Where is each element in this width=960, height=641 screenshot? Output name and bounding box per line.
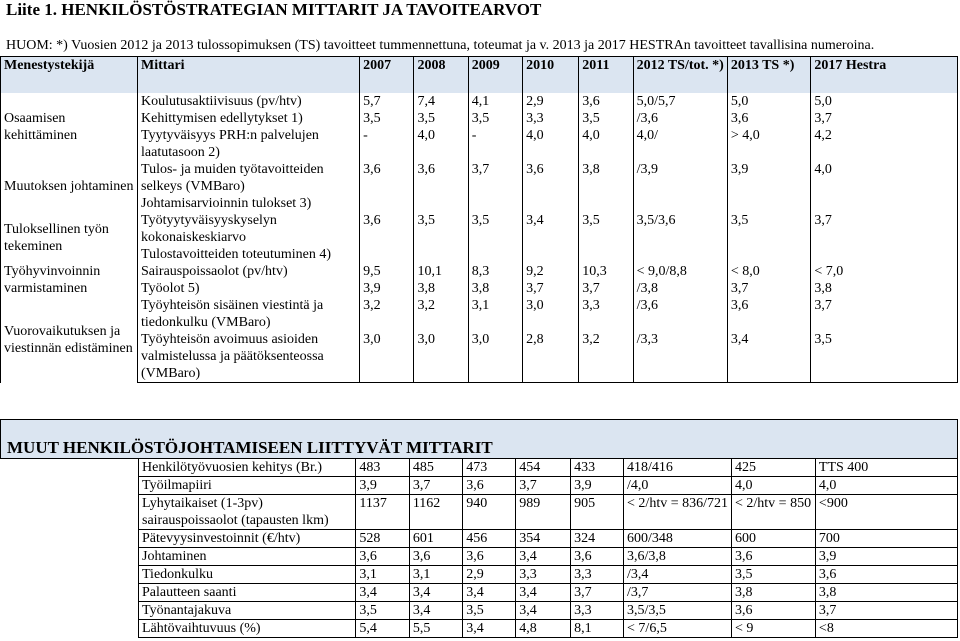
value-cell: 3,4 [409, 584, 462, 602]
header-cell: 2012 TS/tot. *) [633, 57, 727, 94]
table-row [139, 548, 958, 566]
value-cell: 3,8 [815, 584, 957, 602]
value-cell: 989 [516, 495, 571, 530]
value-cell: 4,1 [468, 93, 522, 110]
metric-cell: Palautteen saanti [139, 584, 356, 602]
value-cell: 3,6 [571, 548, 624, 566]
table-row [139, 459, 958, 477]
value-cell: < 9 [732, 620, 816, 638]
header-cell: 2008 [414, 57, 468, 94]
value-cell: > 4,0 [727, 127, 811, 161]
value-cell: /3,3 [633, 331, 727, 383]
value-cell: 3,4 [516, 584, 571, 602]
table-row [1, 212, 958, 246]
value-cell: 4,0 [732, 477, 816, 495]
value-cell: 3,6 [409, 548, 462, 566]
value-cell: 5,5 [409, 620, 462, 638]
value-cell: 3,4 [523, 212, 579, 246]
value-cell: 4,8 [516, 620, 571, 638]
value-cell: 5,0 [727, 93, 811, 110]
value-cell: 425 [732, 459, 816, 477]
value-cell: <900 [815, 495, 957, 530]
metric-cell: Työtyytyväisyyskyselyn kokonaiskeskiarvo [138, 212, 360, 246]
value-cell: 3,2 [360, 297, 414, 331]
value-cell: 485 [409, 459, 462, 477]
value-cell: 3,5 [468, 212, 522, 246]
value-cell: 3,7 [579, 280, 633, 297]
value-cell: 528 [356, 530, 409, 548]
value-cell [633, 246, 727, 263]
value-cell: 3,5 [727, 212, 811, 246]
value-cell: 3,5 [732, 566, 816, 584]
value-cell: 3,2 [579, 331, 633, 383]
value-cell: 3,6 [523, 161, 579, 195]
value-cell: 3,5 [579, 110, 633, 127]
metric-cell: Työyhteisön avoimuus asioiden valmistelussa ja päätöksenteossa (VMBaro) [138, 331, 360, 383]
value-cell: 3,5/3,5 [624, 602, 732, 620]
metric-cell: Johtamisarvioinnin tulokset 3) [138, 195, 360, 212]
value-cell [468, 246, 522, 263]
value-cell: 905 [571, 495, 624, 530]
value-cell: 4,0 [523, 127, 579, 161]
value-cell: 3,7 [811, 212, 958, 246]
value-cell: 3,6 [360, 212, 414, 246]
table-row [1, 331, 958, 383]
value-cell: < 8,0 [727, 263, 811, 280]
value-cell: 3,2 [414, 297, 468, 331]
value-cell: 3,7 [516, 477, 571, 495]
value-cell: /3,6 [633, 110, 727, 127]
value-cell: /3,6 [633, 297, 727, 331]
metric-cell: Työnantajakuva [139, 602, 356, 620]
table-row [1, 263, 958, 280]
value-cell: 9,2 [523, 263, 579, 280]
value-cell: 3,5 [463, 602, 516, 620]
value-cell: 3,4 [516, 602, 571, 620]
value-cell: /3,7 [624, 584, 732, 602]
value-cell [468, 195, 522, 212]
metric-cell: Lähtövaihtuvuus (%) [139, 620, 356, 638]
header-cell: 2009 [468, 57, 522, 94]
value-cell: 454 [516, 459, 571, 477]
value-cell: 4,0/ [633, 127, 727, 161]
header-cell: 2007 [360, 57, 414, 94]
value-cell: 3,5 [468, 110, 522, 127]
value-cell: 9,5 [360, 263, 414, 280]
header-cell: 2010 [523, 57, 579, 94]
value-cell: 3,3 [523, 110, 579, 127]
value-cell [414, 195, 468, 212]
value-cell: 5,0/5,7 [633, 93, 727, 110]
value-cell [360, 246, 414, 263]
value-cell: 3,6 [356, 548, 409, 566]
table-row [1, 297, 958, 331]
group-cell: Vuorovaikutuksen ja viestinnän edistäminen [1, 297, 138, 383]
metric-cell: Pätevyysinvestoinnit (€/htv) [139, 530, 356, 548]
value-cell: 3,8 [811, 280, 958, 297]
value-cell: /3,9 [633, 161, 727, 195]
value-cell: 4,0 [815, 477, 957, 495]
value-cell: 3,3 [571, 602, 624, 620]
value-cell: < 9,0/8,8 [633, 263, 727, 280]
value-cell [811, 195, 958, 212]
value-cell: 8,3 [468, 263, 522, 280]
value-cell: 3,6 [360, 161, 414, 195]
value-cell: 10,1 [414, 263, 468, 280]
value-cell: 3,4 [727, 331, 811, 383]
metric-cell: Henkilötyövuosien kehitys (Br.) [139, 459, 356, 477]
value-cell: 3,6 [463, 477, 516, 495]
value-cell: 5,4 [356, 620, 409, 638]
value-cell: 600/348 [624, 530, 732, 548]
metric-cell: Sairauspoissaolot (pv/htv) [138, 263, 360, 280]
value-cell: 3,5 [360, 110, 414, 127]
value-cell [579, 246, 633, 263]
value-cell: 456 [463, 530, 516, 548]
table-row [1, 127, 958, 161]
metric-cell: Kehittymisen edellytykset 1) [138, 110, 360, 127]
value-cell: 3,5/3,6 [633, 212, 727, 246]
value-cell [811, 246, 958, 263]
value-cell: 3,9 [571, 477, 624, 495]
value-cell: 2,9 [523, 93, 579, 110]
metric-cell: Tulos- ja muiden työtavoitteiden selkeys (VMBaro) [138, 161, 360, 195]
value-cell [579, 195, 633, 212]
header-cell: Mittari [138, 57, 360, 94]
value-cell: 3,4 [409, 602, 462, 620]
value-cell: /3,8 [633, 280, 727, 297]
value-cell: 1162 [409, 495, 462, 530]
value-cell: 3,4 [463, 584, 516, 602]
value-cell: 4,0 [811, 161, 958, 195]
value-cell: 600 [732, 530, 816, 548]
value-cell: 3,8 [468, 280, 522, 297]
header-row [1, 57, 958, 94]
other-metrics-heading: MUUT HENKILÖSTÖJOHTAMISEEN LIITTYVÄT MITTARIT [7, 438, 493, 457]
value-cell: 3,8 [579, 161, 633, 195]
value-cell: 3,4 [463, 620, 516, 638]
value-cell: 3,6 [732, 602, 816, 620]
table-row [139, 530, 958, 548]
table-row [139, 477, 958, 495]
value-cell: 3,6 [732, 548, 816, 566]
value-cell: < 2/htv = 850 [732, 495, 816, 530]
other-metrics-heading-band [0, 419, 958, 459]
value-cell: 3,6/3,8 [624, 548, 732, 566]
value-cell: 3,9 [727, 161, 811, 195]
value-cell: 4,2 [811, 127, 958, 161]
table-row [139, 620, 958, 638]
metric-cell: Lyhytaikaiset (1-3pv) sairauspoissaolot (tapausten lkm) [139, 495, 356, 530]
value-cell: 8,1 [571, 620, 624, 638]
value-cell: 433 [571, 459, 624, 477]
value-cell: 3,6 [815, 566, 957, 584]
table-row [1, 280, 958, 297]
value-cell: 3,0 [360, 331, 414, 383]
strategy-metrics-table [0, 56, 958, 383]
value-cell: 3,5 [414, 110, 468, 127]
other-metrics-table [138, 458, 958, 638]
value-cell: 3,1 [409, 566, 462, 584]
table-row [1, 110, 958, 127]
header-cell: Menestystekijä [1, 57, 138, 94]
metric-cell: Työilmapiiri [139, 477, 356, 495]
value-cell: 3,3 [579, 297, 633, 331]
group-cell: Tuloksellinen työn tekeminen [1, 212, 138, 263]
value-cell: <8 [815, 620, 957, 638]
header-cell: 2017 Hestra [811, 57, 958, 94]
metric-cell: Tyytyväisyys PRH:n palvelujen laatutasoon 2) [138, 127, 360, 161]
value-cell: 3,0 [523, 297, 579, 331]
header-cell: 2011 [579, 57, 633, 94]
value-cell: 601 [409, 530, 462, 548]
value-cell: 2,8 [523, 331, 579, 383]
value-cell: 5,7 [360, 93, 414, 110]
value-cell: 3,0 [414, 331, 468, 383]
value-cell [633, 195, 727, 212]
metric-cell: Tulostavoitteiden toteutuminen 4) [138, 246, 360, 263]
value-cell: 3,8 [732, 584, 816, 602]
value-cell: - [360, 127, 414, 161]
header-cell: 2013 TS *) [727, 57, 811, 94]
value-cell: 3,6 [414, 161, 468, 195]
metric-cell: Työyhteisön sisäinen viestintä ja tiedonkulku (VMBaro) [138, 297, 360, 331]
value-cell: 700 [815, 530, 957, 548]
value-cell: 3,1 [468, 297, 522, 331]
group-cell: Muutoksen johtaminen [1, 161, 138, 212]
value-cell: 3,4 [356, 584, 409, 602]
value-cell: 324 [571, 530, 624, 548]
value-cell: 4,0 [579, 127, 633, 161]
value-cell: 4,0 [414, 127, 468, 161]
value-cell: /3,4 [624, 566, 732, 584]
group-cell: Osaamisen kehittäminen [1, 93, 138, 161]
value-cell [727, 195, 811, 212]
value-cell [360, 195, 414, 212]
value-cell: 3,7 [811, 110, 958, 127]
value-cell: 3,7 [523, 280, 579, 297]
group-cell: Työhyvinvoinnin varmistaminen [1, 263, 138, 297]
value-cell: TTS 400 [815, 459, 957, 477]
value-cell: 1137 [356, 495, 409, 530]
value-cell: 3,9 [360, 280, 414, 297]
value-cell: 3,0 [468, 331, 522, 383]
table-row [139, 566, 958, 584]
value-cell [523, 246, 579, 263]
value-cell: 473 [463, 459, 516, 477]
metric-cell: Työolot 5) [138, 280, 360, 297]
value-cell: - [468, 127, 522, 161]
value-cell: 3,7 [727, 280, 811, 297]
value-cell: 3,9 [815, 548, 957, 566]
metric-cell: Koulutusaktiivisuus (pv/htv) [138, 93, 360, 110]
value-cell: < 2/htv = 836/721 [624, 495, 732, 530]
value-cell: 354 [516, 530, 571, 548]
value-cell: 3,5 [579, 212, 633, 246]
value-cell: 3,3 [516, 566, 571, 584]
value-cell: 3,5 [414, 212, 468, 246]
value-cell: 10,3 [579, 263, 633, 280]
value-cell: 2,9 [463, 566, 516, 584]
value-cell: 7,4 [414, 93, 468, 110]
table-row [139, 495, 958, 530]
value-cell [727, 246, 811, 263]
value-cell: 3,9 [356, 477, 409, 495]
value-cell: 3,8 [414, 280, 468, 297]
metric-cell: Tiedonkulku [139, 566, 356, 584]
value-cell: 3,5 [356, 602, 409, 620]
value-cell: 483 [356, 459, 409, 477]
value-cell: 3,6 [727, 297, 811, 331]
value-cell: 940 [463, 495, 516, 530]
value-cell: 3,5 [811, 331, 958, 383]
value-cell: 3,7 [468, 161, 522, 195]
value-cell: 5,0 [811, 93, 958, 110]
value-cell: 3,7 [409, 477, 462, 495]
value-cell: 3,6 [579, 93, 633, 110]
value-cell: 3,7 [571, 584, 624, 602]
value-cell: < 7/6,5 [624, 620, 732, 638]
page-title: Liite 1. HENKILÖSTÖSTRATEGIAN MITTARIT JA TAVOITEARVOT [6, 0, 542, 19]
metric-cell: Johtaminen [139, 548, 356, 566]
value-cell: 3,6 [463, 548, 516, 566]
note-text: HUOM: *) Vuosien 2012 ja 2013 tulossopimuksen (TS) tavoitteet tummennettuna, toteumat ja v. 2013 ja 2017 HESTRAn tavoitteet tavallisina numeroina. [6, 38, 875, 53]
value-cell: 3,3 [571, 566, 624, 584]
table-row [139, 602, 958, 620]
table-row [1, 161, 958, 195]
table-row [1, 195, 958, 212]
value-cell: 3,6 [727, 110, 811, 127]
value-cell [414, 246, 468, 263]
value-cell [523, 195, 579, 212]
value-cell: 418/416 [624, 459, 732, 477]
value-cell: /4,0 [624, 477, 732, 495]
value-cell: 3,4 [516, 548, 571, 566]
value-cell: 3,7 [811, 297, 958, 331]
table-row [1, 93, 958, 110]
value-cell: 3,7 [815, 602, 957, 620]
table-row [139, 584, 958, 602]
value-cell: 3,1 [356, 566, 409, 584]
value-cell: < 7,0 [811, 263, 958, 280]
table-row [1, 246, 958, 263]
